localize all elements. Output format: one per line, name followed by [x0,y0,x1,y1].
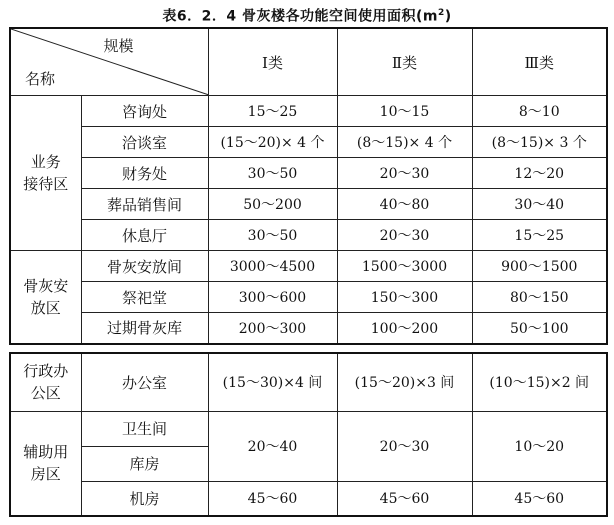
room-name: 库房 [81,446,208,481]
zone-office [10,353,81,411]
table-row [10,313,607,344]
zone-office-line2: 公区 [30,384,61,403]
room-name: 过期骨灰库 [81,313,208,344]
room-name: 财务处 [81,158,208,189]
area-class1: 3000～4500 [208,251,337,282]
room-name: 祭祀堂 [81,282,208,313]
corner-cell [10,28,208,96]
table-row [10,96,607,127]
area-class2: (15～20)×3 间 [337,353,472,411]
area-class2: 20～30 [337,158,472,189]
zone-auxiliary [10,411,81,516]
area-class1: 20～40 [208,411,337,481]
area-table-upper [9,27,608,345]
column-header-class3: Ⅲ类 [472,28,607,96]
table-row [10,481,607,516]
zone-office-line1: 行政办 [23,362,69,381]
area-class1: (15～30)×4 间 [208,353,337,411]
caption-text: 表6．2．4 骨灰楼各功能空间使用面积(m [162,8,438,25]
area-class3: 50～100 [472,313,607,344]
room-name: 葬品销售间 [81,189,208,220]
area-class2: 45～60 [337,481,472,516]
room-name: 办公室 [81,353,208,411]
area-class3: (10～15)×2 间 [472,353,607,411]
caption-close: ) [444,8,452,25]
area-class3: 15～25 [472,220,607,251]
area-class2: 20～30 [337,220,472,251]
header-row [10,28,607,96]
area-class1: 200～300 [208,313,337,344]
table-row [10,411,607,446]
zone-aux-line2: 房区 [30,465,61,484]
area-class3: 45～60 [472,481,607,516]
area-class2: 100～200 [337,313,472,344]
area-class3: 30～40 [472,189,607,220]
table-caption [0,4,614,26]
zone-aux-line1: 辅助用 [23,443,69,462]
zone-ash-storage [10,251,81,344]
area-class2: 40～80 [337,189,472,220]
area-class1: 30～50 [208,220,337,251]
room-name: 机房 [81,481,208,516]
zone-reception-line2: 接待区 [23,175,69,193]
table-row [10,189,607,220]
table-row [10,220,607,251]
area-class3: 8～10 [472,96,607,127]
area-class1: 15～25 [208,96,337,127]
area-class1: (15～20)× 4 个 [208,127,337,158]
column-header-class1: Ⅰ类 [208,28,337,96]
table-row [10,353,607,411]
zone-ash-line2: 放区 [30,298,61,317]
table-row [10,158,607,189]
area-class3: 10～20 [472,411,607,481]
column-header-class2: Ⅱ类 [337,28,472,96]
room-name: 咨询处 [81,96,208,127]
table-row [10,127,607,158]
area-class1: 300～600 [208,282,337,313]
area-class1: 30～50 [208,158,337,189]
zone-reception-line1: 业务 [30,153,61,171]
area-class3: 12～20 [472,158,607,189]
area-class3: 80～150 [472,282,607,313]
zone-ash-line1: 骨灰安 [23,276,69,295]
corner-label-scale: 规模 [103,37,134,55]
area-class2: 150～300 [337,282,472,313]
area-class2: (8～15)× 4 个 [337,127,472,158]
caption-superscript: 2 [437,8,445,18]
table-row [10,251,607,282]
area-class2: 10～15 [337,96,472,127]
area-class1: 45～60 [208,481,337,516]
room-name: 骨灰安放间 [81,251,208,282]
area-class2: 1500～3000 [337,251,472,282]
area-class3: (8～15)× 3 个 [472,127,607,158]
corner-label-name: 名称 [25,70,56,88]
area-class2: 20～30 [337,411,472,481]
room-name: 休息厅 [81,220,208,251]
area-class3: 900～1500 [472,251,607,282]
table-row [10,282,607,313]
area-table-lower [9,352,608,517]
area-class1: 50～200 [208,189,337,220]
room-name: 卫生间 [81,411,208,446]
room-name: 洽谈室 [81,127,208,158]
zone-reception [10,96,81,251]
